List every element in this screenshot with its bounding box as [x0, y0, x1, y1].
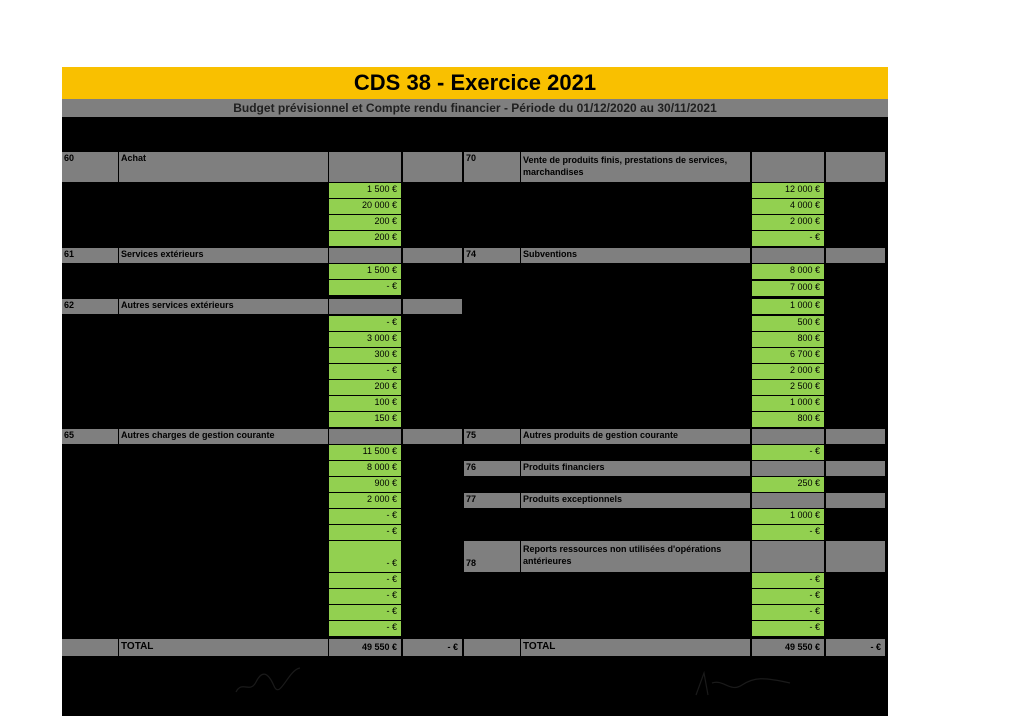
value-cell: 1 000 €: [752, 509, 824, 524]
header-cell: [403, 248, 462, 263]
value-cell: 2 000 €: [329, 493, 401, 508]
header-cell: [403, 429, 462, 444]
signature-right: [690, 665, 800, 705]
value-cell: 7 000 €: [752, 281, 824, 296]
value-cell: 500 €: [752, 316, 824, 331]
value-cell: 800 €: [752, 412, 824, 427]
total-code-cell: [62, 639, 118, 656]
account-label: Reports ressources non utilisées d'opérations antérieures: [521, 541, 750, 572]
account-code: 76: [464, 461, 520, 476]
value-cell: 150 €: [329, 412, 401, 427]
account-label: Subventions: [521, 248, 750, 263]
value-cell: 800 €: [752, 332, 824, 347]
value-cell: - €: [329, 541, 401, 572]
account-code: 62: [62, 299, 118, 314]
header-cell: [826, 152, 885, 182]
header-cell: [403, 152, 462, 182]
value-cell: 1 500 €: [329, 264, 401, 279]
value-cell: - €: [752, 605, 824, 620]
value-cell: 6 700 €: [752, 348, 824, 363]
value-cell: 2 500 €: [752, 380, 824, 395]
account-code: 74: [464, 248, 520, 263]
value-cell: 250 €: [752, 477, 824, 492]
total-label: TOTAL: [119, 639, 328, 656]
value-cell: 2 000 €: [752, 215, 824, 230]
header-cell: [752, 541, 824, 572]
value-cell: - €: [329, 280, 401, 295]
value-cell: 2 000 €: [752, 364, 824, 379]
value-cell: 1 500 €: [329, 183, 401, 198]
value-cell: 200 €: [329, 231, 401, 246]
account-code: 75: [464, 429, 520, 444]
header-cell: [329, 248, 401, 263]
header-cell: [752, 493, 824, 508]
value-cell: - €: [752, 573, 824, 588]
value-cell: 8 000 €: [329, 461, 401, 476]
account-code: 77: [464, 493, 520, 508]
value-cell: - €: [752, 231, 824, 246]
value-cell: - €: [329, 316, 401, 331]
header-cell: [752, 248, 824, 263]
value-cell: 1 000 €: [752, 396, 824, 411]
value-cell: - €: [752, 525, 824, 540]
header-cell: [403, 299, 462, 314]
header-cell: [752, 152, 824, 182]
total-code-cell: [464, 639, 520, 656]
value-cell: 200 €: [329, 215, 401, 230]
value-cell: - €: [329, 525, 401, 540]
value-cell: - €: [329, 605, 401, 620]
value-cell: 11 500 €: [329, 445, 401, 460]
account-code: 61: [62, 248, 118, 263]
value-cell: - €: [329, 573, 401, 588]
header-cell: [752, 429, 824, 444]
page-subtitle: Budget prévisionnel et Compte rendu financier - Période du 01/12/2020 au 30/11/2021: [62, 99, 888, 117]
account-label: Produits financiers: [521, 461, 750, 476]
account-code: 70: [464, 152, 520, 182]
account-label: Vente de produits finis, prestations de services, marchandises: [521, 152, 750, 182]
account-code: 60: [62, 152, 118, 182]
value-cell: 12 000 €: [752, 183, 824, 198]
header-cell: [826, 461, 885, 476]
value-cell: - €: [329, 621, 401, 636]
value-cell: 100 €: [329, 396, 401, 411]
header-cell: [329, 299, 401, 314]
account-code: 78: [464, 541, 520, 572]
total-value: 49 550 €: [329, 639, 401, 656]
value-cell: 20 000 €: [329, 199, 401, 214]
header-cell: [329, 152, 401, 182]
total-value: - €: [403, 639, 462, 656]
header-cell: [826, 493, 885, 508]
value-cell: 200 €: [329, 380, 401, 395]
value-cell: - €: [752, 621, 824, 636]
value-cell: - €: [329, 509, 401, 524]
account-label: Produits exceptionnels: [521, 493, 750, 508]
header-cell: [826, 541, 885, 572]
value-cell: 4 000 €: [752, 199, 824, 214]
account-label: Services extérieurs: [119, 248, 328, 263]
account-label: Autres services extérieurs: [119, 299, 328, 314]
total-label: TOTAL: [521, 639, 750, 656]
value-cell: - €: [752, 445, 824, 460]
header-cell: [329, 429, 401, 444]
total-value: 49 550 €: [752, 639, 824, 656]
value-cell: 8 000 €: [752, 264, 824, 279]
page-title: CDS 38 - Exercice 2021: [62, 67, 888, 99]
signature-left: [228, 660, 308, 700]
header-cell: [826, 429, 885, 444]
value-cell: - €: [329, 364, 401, 379]
account-label: Achat: [119, 152, 328, 182]
value-cell: - €: [752, 589, 824, 604]
value-cell: 300 €: [329, 348, 401, 363]
value-cell: - €: [329, 589, 401, 604]
total-value: - €: [826, 639, 885, 656]
header-cell: [826, 248, 885, 263]
value-cell: 900 €: [329, 477, 401, 492]
value-cell: 3 000 €: [329, 332, 401, 347]
account-code: 65: [62, 429, 118, 444]
value-cell: 1 000 €: [752, 299, 824, 314]
account-label: Autres charges de gestion courante: [119, 429, 328, 444]
account-label: Autres produits de gestion courante: [521, 429, 750, 444]
header-cell: [752, 461, 824, 476]
